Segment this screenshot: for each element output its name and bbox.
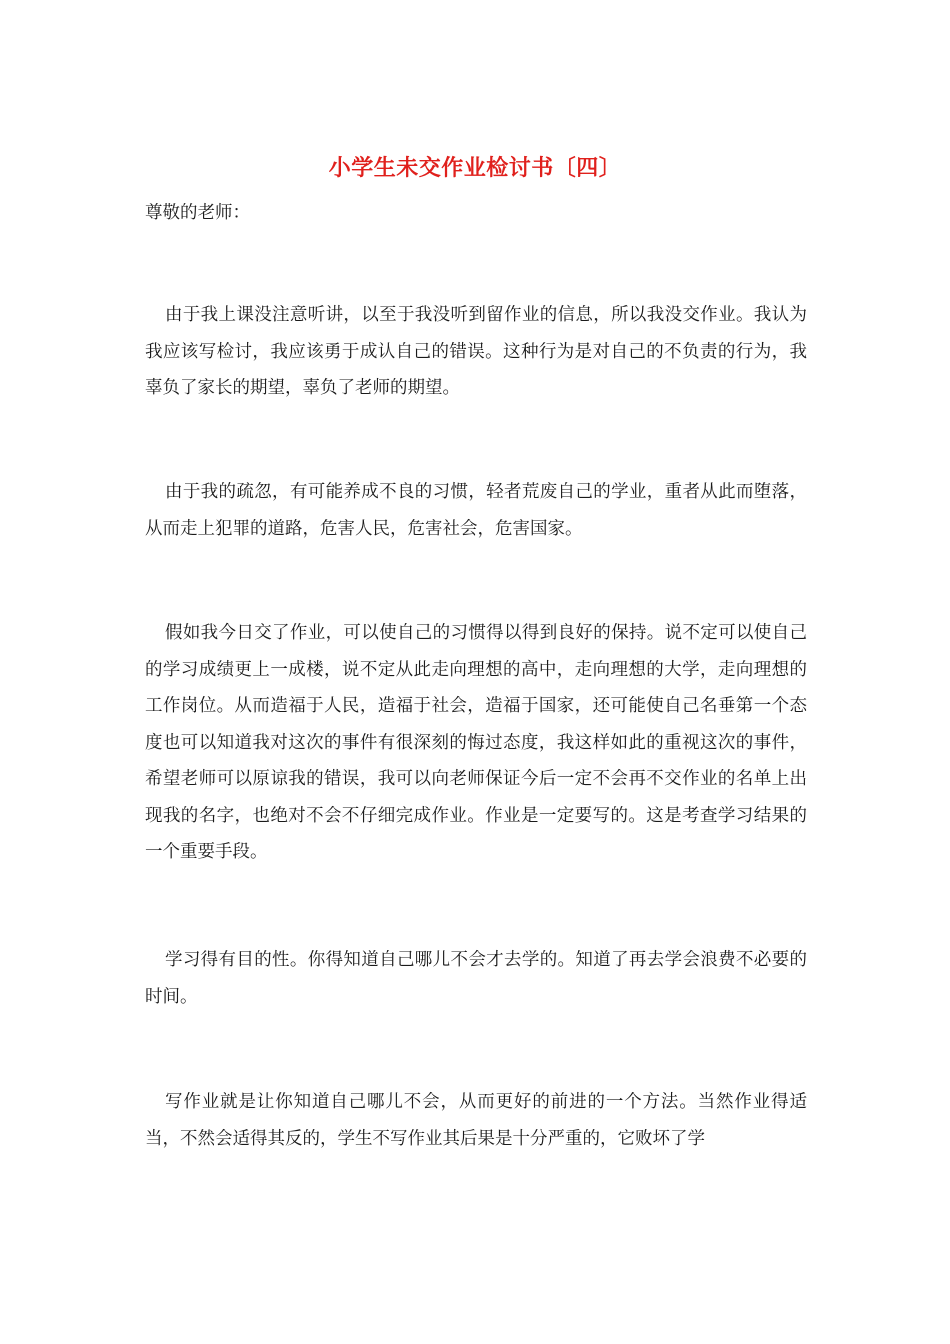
paragraph: 学习得有目的性。你得知道自己哪儿不会才去学的。知道了再去学会浪费不必要的时间。 [145, 950, 807, 1007]
paragraph: 假如我今日交了作业，可以使自己的习惯得以得到良好的保持。说不定可以使自己的学习成绩更上一成楼，说不定从此走向理想的高中，走向理想的大学，走向理想的工作岗位。从而造福于人民，造福于社会，造福于国家，还可能使自己名垂第一个态度也可以知道我对这次的事件有很深刻的悔过态度，我这样如此的重视这次的事件，希望老师可以原谅我的错误，我可以向老师保证今后一定不会再不交作业的名单上出现我的名字，也绝对不会不仔细完成作业。作业是一定要写的。这是考查学习结果的一个重要手段。 [145, 623, 807, 862]
paragraph: 写作业就是让你知道自己哪儿不会，从而更好的前进的一个方法。当然作业得适当，不然会适得其反的，学生不写作业其后果是十分严重的，它败坏了学 [145, 1092, 807, 1149]
salutation: 尊敬的老师： [145, 203, 250, 223]
page-title: 小学生未交作业检讨书〔四〕 [328, 155, 622, 181]
paragraph: 由于我上课没注意听讲，以至于我没听到留作业的信息，所以我没交作业。我认为我应该写检讨，我应该勇于成认自己的错误。这种行为是对自己的不负责的行为，我辜负了家长的期望，辜负了老师的期望。 [145, 305, 807, 398]
paragraph: 由于我的疏忽，有可能养成不良的习惯，轻者荒废自己的学业，重者从此而堕落，从而走上犯罪的道路，危害人民，危害社会，危害国家。 [145, 482, 807, 539]
